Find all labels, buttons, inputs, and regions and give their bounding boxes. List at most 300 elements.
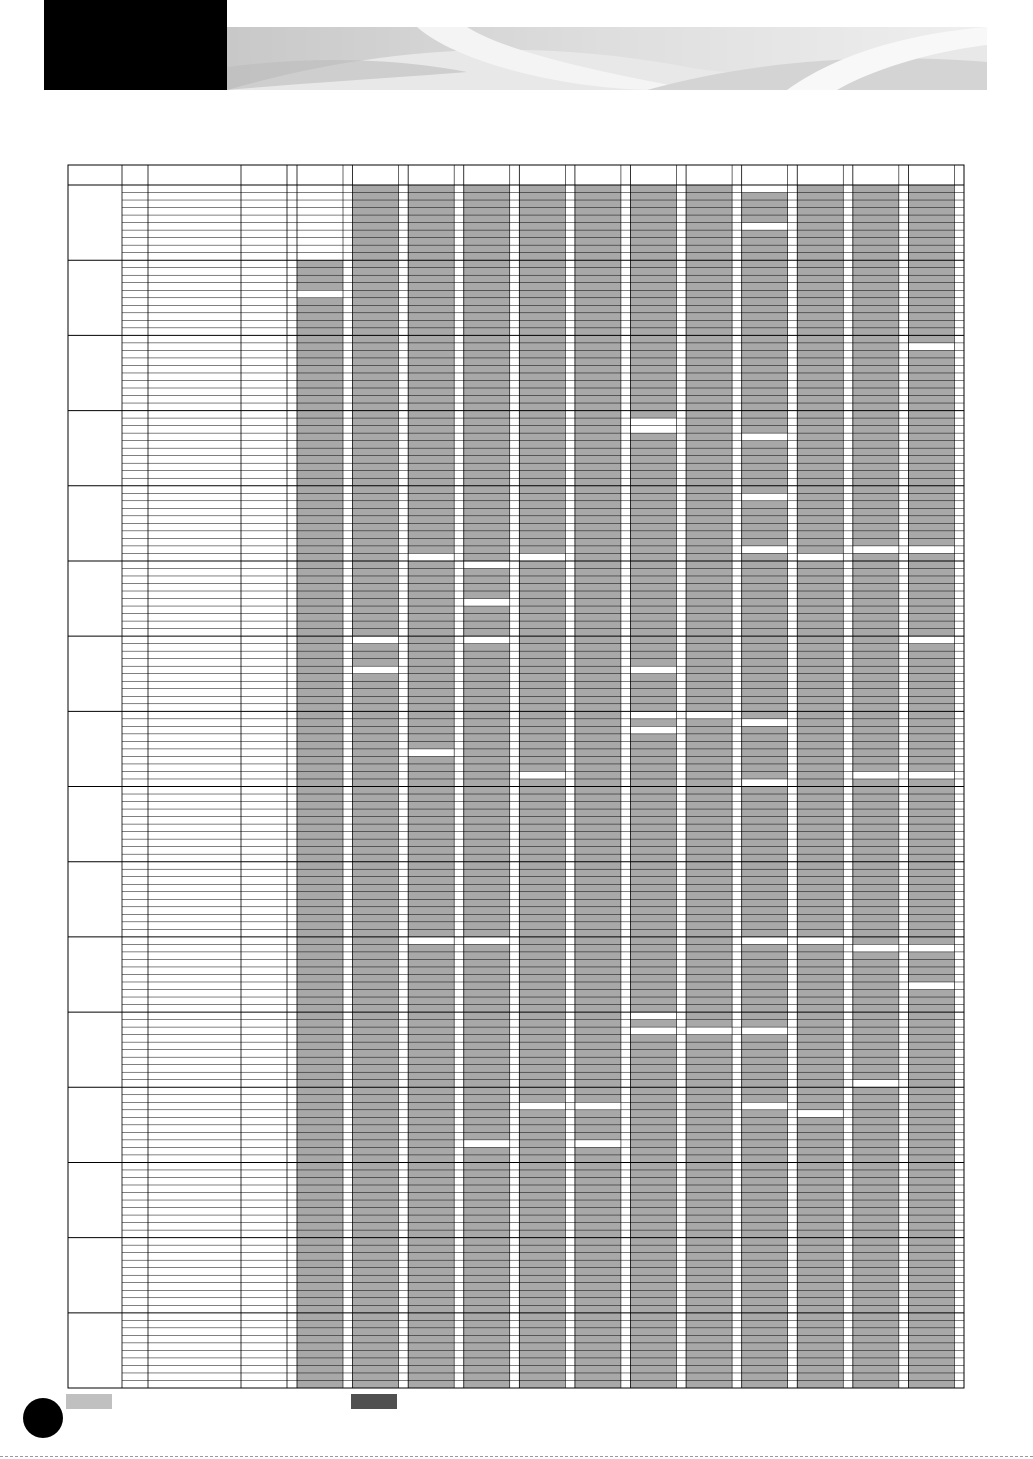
table-cell-shaded bbox=[853, 1125, 899, 1133]
table-cell-shaded bbox=[297, 764, 343, 772]
table-cell-shaded bbox=[519, 990, 565, 998]
table-cell-shaded bbox=[408, 546, 454, 554]
table-cell-shaded bbox=[464, 185, 510, 193]
table-cell-shaded bbox=[908, 1350, 954, 1358]
table-cell-open bbox=[797, 553, 843, 561]
table-cell-shaded bbox=[631, 501, 677, 509]
table-cell-open bbox=[575, 1102, 621, 1110]
table-cell-shaded bbox=[631, 223, 677, 231]
table-cell-shaded bbox=[686, 1343, 732, 1351]
table-cell-shaded bbox=[297, 794, 343, 802]
table-cell-shaded bbox=[464, 396, 510, 404]
table-cell-shaded bbox=[519, 418, 565, 426]
table-cell-shaded bbox=[742, 599, 788, 607]
table-cell-shaded bbox=[853, 862, 899, 870]
table-cell-shaded bbox=[853, 606, 899, 614]
table-cell-shaded bbox=[353, 704, 399, 712]
table-cell-shaded bbox=[353, 1110, 399, 1118]
table-cell-shaded bbox=[686, 583, 732, 591]
table-cell-shaded bbox=[464, 771, 510, 779]
table-cell-shaded bbox=[631, 516, 677, 524]
table-cell-shaded bbox=[464, 847, 510, 855]
table-cell-shaded bbox=[464, 1238, 510, 1246]
table-cell-shaded bbox=[742, 704, 788, 712]
table-cell-shaded bbox=[353, 884, 399, 892]
table-cell-open bbox=[686, 711, 732, 719]
table-cell-shaded bbox=[853, 516, 899, 524]
table-cell-shaded bbox=[853, 456, 899, 464]
table-cell-shaded bbox=[408, 787, 454, 795]
table-cell-shaded bbox=[853, 599, 899, 607]
table-cell-shaded bbox=[353, 1065, 399, 1073]
table-cell-shaded bbox=[408, 508, 454, 516]
table-cell-shaded bbox=[908, 681, 954, 689]
table-cell-shaded bbox=[353, 1268, 399, 1276]
table-cell-shaded bbox=[408, 1275, 454, 1283]
table-cell-shaded bbox=[908, 817, 954, 825]
table-cell-shaded bbox=[519, 1298, 565, 1306]
table-cell-shaded bbox=[631, 674, 677, 682]
table-cell-shaded bbox=[742, 982, 788, 990]
table-cell-shaded bbox=[575, 260, 621, 268]
table-cell-shaded bbox=[742, 538, 788, 546]
table-cell-shaded bbox=[519, 223, 565, 231]
table-cell-shaded bbox=[686, 832, 732, 840]
table-cell-shaded bbox=[464, 1245, 510, 1253]
table-cell-shaded bbox=[519, 403, 565, 411]
table-cell-shaded bbox=[353, 328, 399, 336]
table-cell-shaded bbox=[519, 238, 565, 246]
table-cell-shaded bbox=[297, 283, 343, 291]
table-cell-shaded bbox=[519, 1350, 565, 1358]
page-number-badge bbox=[23, 1398, 63, 1438]
table-cell-shaded bbox=[575, 396, 621, 404]
table-cell-shaded bbox=[353, 809, 399, 817]
table-cell-open bbox=[464, 599, 510, 607]
table-cell-shaded bbox=[353, 847, 399, 855]
table-cell-shaded bbox=[742, 463, 788, 471]
table-cell-shaded bbox=[631, 967, 677, 975]
table-cell-shaded bbox=[408, 245, 454, 253]
table-cell-shaded bbox=[797, 1012, 843, 1020]
table-cell-shaded bbox=[742, 1313, 788, 1321]
table-cell-shaded bbox=[297, 606, 343, 614]
table-cell-shaded bbox=[631, 463, 677, 471]
table-cell-shaded bbox=[853, 418, 899, 426]
table-cell-shaded bbox=[631, 997, 677, 1005]
table-cell-shaded bbox=[853, 839, 899, 847]
table-cell-shaded bbox=[631, 471, 677, 479]
table-cell-shaded bbox=[575, 275, 621, 283]
table-cell-shaded bbox=[464, 433, 510, 441]
table-cell-shaded bbox=[408, 1050, 454, 1058]
table-cell-shaded bbox=[742, 553, 788, 561]
table-cell-shaded bbox=[797, 456, 843, 464]
table-cell-shaded bbox=[575, 215, 621, 223]
table-cell-shaded bbox=[408, 1035, 454, 1043]
table-cell-shaded bbox=[908, 666, 954, 674]
table-cell-shaded bbox=[908, 1215, 954, 1223]
table-cell-shaded bbox=[797, 223, 843, 231]
table-cell-shaded bbox=[908, 208, 954, 216]
table-cell-open bbox=[631, 418, 677, 426]
table-cell-shaded bbox=[519, 922, 565, 930]
table-cell-shaded bbox=[797, 1200, 843, 1208]
table-cell-shaded bbox=[853, 1320, 899, 1328]
table-cell-shaded bbox=[631, 298, 677, 306]
table-cell-shaded bbox=[908, 1185, 954, 1193]
table-cell-shaded bbox=[686, 914, 732, 922]
table-cell-shaded bbox=[908, 711, 954, 719]
table-cell-shaded bbox=[297, 1328, 343, 1336]
table-cell-shaded bbox=[353, 478, 399, 486]
table-cell-open bbox=[742, 1027, 788, 1035]
table-cell-shaded bbox=[519, 1072, 565, 1080]
table-cell-shaded bbox=[853, 726, 899, 734]
table-cell-shaded bbox=[353, 576, 399, 584]
table-cell-shaded bbox=[686, 809, 732, 817]
table-cell-shaded bbox=[464, 1027, 510, 1035]
table-cell-shaded bbox=[742, 974, 788, 982]
table-cell-shaded bbox=[853, 779, 899, 787]
table-cell-shaded bbox=[631, 990, 677, 998]
table-cell-shaded bbox=[686, 418, 732, 426]
table-cell-shaded bbox=[297, 779, 343, 787]
table-cell-shaded bbox=[408, 847, 454, 855]
table-cell-shaded bbox=[408, 1260, 454, 1268]
table-cell-shaded bbox=[908, 1328, 954, 1336]
table-cell-shaded bbox=[742, 741, 788, 749]
table-cell-shaded bbox=[631, 253, 677, 261]
table-cell-shaded bbox=[742, 877, 788, 885]
table-cell-shaded bbox=[742, 862, 788, 870]
table-cell-shaded bbox=[464, 456, 510, 464]
table-cell-shaded bbox=[575, 268, 621, 276]
table-cell-shaded bbox=[519, 1215, 565, 1223]
table-cell-shaded bbox=[797, 1305, 843, 1313]
table-cell-shaded bbox=[297, 809, 343, 817]
table-cell-shaded bbox=[797, 651, 843, 659]
table-cell-shaded bbox=[686, 508, 732, 516]
table-cell-shaded bbox=[408, 1185, 454, 1193]
table-cell-shaded bbox=[853, 689, 899, 697]
table-cell-shaded bbox=[742, 1328, 788, 1336]
table-cell-shaded bbox=[353, 1005, 399, 1013]
table-cell-shaded bbox=[408, 689, 454, 697]
table-cell-shaded bbox=[575, 335, 621, 343]
table-cell-shaded bbox=[353, 426, 399, 434]
table-cell-shaded bbox=[742, 486, 788, 494]
table-cell-shaded bbox=[797, 245, 843, 253]
table-cell-shaded bbox=[631, 1102, 677, 1110]
table-cell-shaded bbox=[519, 568, 565, 576]
table-cell-shaded bbox=[631, 493, 677, 501]
table-cell-shaded bbox=[853, 959, 899, 967]
table-cell-shaded bbox=[464, 1012, 510, 1020]
table-cell-shaded bbox=[408, 350, 454, 358]
table-cell-shaded bbox=[408, 373, 454, 381]
table-cell-shaded bbox=[297, 636, 343, 644]
table-cell-shaded bbox=[297, 1155, 343, 1163]
table-cell-shaded bbox=[408, 538, 454, 546]
table-cell-shaded bbox=[575, 1027, 621, 1035]
table-cell-shaded bbox=[353, 418, 399, 426]
table-cell-shaded bbox=[408, 215, 454, 223]
table-cell-shaded bbox=[408, 1065, 454, 1073]
table-cell-shaded bbox=[408, 493, 454, 501]
table-cell-shaded bbox=[519, 478, 565, 486]
table-cell-shaded bbox=[519, 358, 565, 366]
table-cell-open bbox=[408, 937, 454, 945]
table-cell-shaded bbox=[797, 523, 843, 531]
table-cell-shaded bbox=[353, 1050, 399, 1058]
table-cell-shaded bbox=[575, 809, 621, 817]
table-cell-shaded bbox=[575, 441, 621, 449]
table-cell-shaded bbox=[297, 426, 343, 434]
table-cell-shaded bbox=[408, 914, 454, 922]
table-cell-shaded bbox=[519, 1328, 565, 1336]
table-cell-shaded bbox=[353, 350, 399, 358]
table-cell-shaded bbox=[797, 350, 843, 358]
table-cell-shaded bbox=[686, 1012, 732, 1020]
table-cell-shaded bbox=[408, 696, 454, 704]
table-cell-open bbox=[297, 290, 343, 298]
table-cell-shaded bbox=[797, 313, 843, 321]
table-cell-shaded bbox=[353, 644, 399, 652]
table-cell-shaded bbox=[464, 1177, 510, 1185]
table-cell-shaded bbox=[908, 1358, 954, 1366]
table-cell-shaded bbox=[464, 583, 510, 591]
table-cell-shaded bbox=[353, 892, 399, 900]
table-cell-shaded bbox=[353, 380, 399, 388]
table-cell-shaded bbox=[464, 1020, 510, 1028]
table-cell-shaded bbox=[519, 185, 565, 193]
table-cell-shaded bbox=[742, 681, 788, 689]
table-cell-shaded bbox=[519, 1343, 565, 1351]
table-cell-shaded bbox=[908, 1177, 954, 1185]
table-cell-shaded bbox=[464, 343, 510, 351]
table-cell-shaded bbox=[797, 809, 843, 817]
table-cell-shaded bbox=[519, 824, 565, 832]
table-cell-shaded bbox=[353, 223, 399, 231]
table-cell-open bbox=[908, 636, 954, 644]
table-cell-shaded bbox=[797, 1253, 843, 1261]
table-cell-shaded bbox=[908, 929, 954, 937]
table-cell-shaded bbox=[631, 1193, 677, 1201]
table-cell-shaded bbox=[464, 1260, 510, 1268]
table-cell-shaded bbox=[353, 982, 399, 990]
table-cell-shaded bbox=[464, 922, 510, 930]
table-cell-shaded bbox=[797, 959, 843, 967]
table-cell-shaded bbox=[464, 1335, 510, 1343]
table-cell-shaded bbox=[297, 501, 343, 509]
table-cell-shaded bbox=[742, 1140, 788, 1148]
table-cell-shaded bbox=[353, 832, 399, 840]
table-cell-shaded bbox=[908, 1005, 954, 1013]
table-cell-shaded bbox=[408, 523, 454, 531]
table-cell-shaded bbox=[408, 1102, 454, 1110]
table-cell-shaded bbox=[853, 1350, 899, 1358]
table-cell-shaded bbox=[353, 245, 399, 253]
table-cell-shaded bbox=[631, 749, 677, 757]
table-cell-shaded bbox=[297, 1147, 343, 1155]
table-cell-shaded bbox=[631, 1005, 677, 1013]
table-cell-shaded bbox=[353, 208, 399, 216]
table-cell-shaded bbox=[464, 1350, 510, 1358]
table-cell-shaded bbox=[519, 666, 565, 674]
table-cell-shaded bbox=[908, 599, 954, 607]
table-cell-shaded bbox=[908, 531, 954, 539]
table-cell-shaded bbox=[631, 794, 677, 802]
table-cell-shaded bbox=[908, 1065, 954, 1073]
table-cell-shaded bbox=[631, 538, 677, 546]
table-cell-shaded bbox=[631, 914, 677, 922]
table-cell-shaded bbox=[575, 922, 621, 930]
table-cell-shaded bbox=[797, 275, 843, 283]
table-cell-shaded bbox=[297, 832, 343, 840]
table-cell-shaded bbox=[353, 726, 399, 734]
table-cell-shaded bbox=[686, 1290, 732, 1298]
table-cell-shaded bbox=[631, 433, 677, 441]
table-cell-shaded bbox=[408, 974, 454, 982]
table-cell-shaded bbox=[853, 711, 899, 719]
table-cell-shaded bbox=[297, 1042, 343, 1050]
table-cell-shaded bbox=[853, 441, 899, 449]
table-cell-shaded bbox=[797, 862, 843, 870]
table-cell-shaded bbox=[853, 1020, 899, 1028]
table-cell-shaded bbox=[353, 787, 399, 795]
table-cell-shaded bbox=[631, 1373, 677, 1381]
table-cell-shaded bbox=[297, 1072, 343, 1080]
table-cell-shaded bbox=[519, 1208, 565, 1216]
table-cell-shaded bbox=[908, 1290, 954, 1298]
table-cell-shaded bbox=[575, 1005, 621, 1013]
table-cell-shaded bbox=[853, 884, 899, 892]
table-cell-shaded bbox=[686, 884, 732, 892]
table-cell-shaded bbox=[575, 944, 621, 952]
table-cell-shaded bbox=[908, 952, 954, 960]
table-cell-shaded bbox=[464, 471, 510, 479]
table-cell-shaded bbox=[297, 1290, 343, 1298]
table-cell-shaded bbox=[686, 1223, 732, 1231]
table-cell-shaded bbox=[353, 899, 399, 907]
table-cell-shaded bbox=[297, 1343, 343, 1351]
table-cell-shaded bbox=[464, 1005, 510, 1013]
table-cell-shaded bbox=[575, 719, 621, 727]
table-cell-shaded bbox=[519, 215, 565, 223]
table-cell-shaded bbox=[297, 275, 343, 283]
table-cell-shaded bbox=[742, 1057, 788, 1065]
table-cell-shaded bbox=[631, 824, 677, 832]
table-cell-shaded bbox=[797, 418, 843, 426]
table-cell-shaded bbox=[464, 1253, 510, 1261]
table-cell-shaded bbox=[797, 193, 843, 201]
table-cell-shaded bbox=[686, 343, 732, 351]
table-cell-shaded bbox=[519, 1110, 565, 1118]
table-cell-shaded bbox=[742, 824, 788, 832]
table-cell-shaded bbox=[797, 1268, 843, 1276]
table-cell-shaded bbox=[353, 681, 399, 689]
table-cell-shaded bbox=[519, 411, 565, 419]
table-cell-shaded bbox=[519, 373, 565, 381]
table-cell-shaded bbox=[464, 854, 510, 862]
table-cell-open bbox=[908, 944, 954, 952]
table-cell-shaded bbox=[575, 591, 621, 599]
table-cell-shaded bbox=[519, 1185, 565, 1193]
table-cell-shaded bbox=[908, 1245, 954, 1253]
table-cell-shaded bbox=[686, 741, 732, 749]
table-cell-shaded bbox=[631, 305, 677, 313]
table-cell-shaded bbox=[742, 771, 788, 779]
table-cell-shaded bbox=[631, 1132, 677, 1140]
table-cell-shaded bbox=[575, 290, 621, 298]
table-cell-shaded bbox=[797, 952, 843, 960]
table-cell-shaded bbox=[464, 553, 510, 561]
table-cell-shaded bbox=[464, 734, 510, 742]
table-cell-shaded bbox=[575, 674, 621, 682]
table-cell-shaded bbox=[908, 787, 954, 795]
table-cell-shaded bbox=[742, 275, 788, 283]
table-cell-shaded bbox=[686, 463, 732, 471]
table-cell-shaded bbox=[464, 1290, 510, 1298]
table-cell-shaded bbox=[353, 711, 399, 719]
table-cell-shaded bbox=[353, 862, 399, 870]
table-cell-shaded bbox=[353, 493, 399, 501]
table-cell-shaded bbox=[853, 636, 899, 644]
table-cell-shaded bbox=[408, 298, 454, 306]
table-cell-open bbox=[631, 666, 677, 674]
table-cell-shaded bbox=[742, 245, 788, 253]
table-cell-shaded bbox=[575, 1328, 621, 1336]
table-cell-shaded bbox=[408, 516, 454, 524]
table-cell-shaded bbox=[853, 1275, 899, 1283]
table-cell-shaded bbox=[408, 997, 454, 1005]
table-cell-shaded bbox=[908, 1343, 954, 1351]
table-cell-shaded bbox=[908, 275, 954, 283]
table-cell-shaded bbox=[686, 335, 732, 343]
table-cell-shaded bbox=[742, 1215, 788, 1223]
table-cell-shaded bbox=[742, 959, 788, 967]
table-cell-shaded bbox=[742, 1095, 788, 1103]
table-cell-shaded bbox=[575, 373, 621, 381]
table-cell-shaded bbox=[519, 1042, 565, 1050]
table-cell-shaded bbox=[575, 644, 621, 652]
table-cell-shaded bbox=[797, 681, 843, 689]
table-cell-shaded bbox=[297, 1170, 343, 1178]
table-cell-open bbox=[353, 666, 399, 674]
table-cell-shaded bbox=[908, 696, 954, 704]
table-cell-shaded bbox=[853, 1253, 899, 1261]
table-cell-shaded bbox=[353, 1260, 399, 1268]
table-cell-shaded bbox=[408, 1200, 454, 1208]
table-cell-shaded bbox=[686, 1313, 732, 1321]
table-cell-shaded bbox=[797, 433, 843, 441]
table-cell-shaded bbox=[408, 741, 454, 749]
table-cell-shaded bbox=[519, 1373, 565, 1381]
table-cell-shaded bbox=[686, 681, 732, 689]
table-cell-open bbox=[631, 711, 677, 719]
table-cell-shaded bbox=[742, 290, 788, 298]
table-cell-shaded bbox=[297, 704, 343, 712]
table-cell-shaded bbox=[797, 1320, 843, 1328]
table-cell-shaded bbox=[575, 997, 621, 1005]
table-cell-shaded bbox=[742, 403, 788, 411]
table-cell-shaded bbox=[742, 1020, 788, 1028]
table-cell-shaded bbox=[631, 884, 677, 892]
table-cell-shaded bbox=[797, 1140, 843, 1148]
table-cell-shaded bbox=[408, 253, 454, 261]
table-cell-shaded bbox=[575, 193, 621, 201]
